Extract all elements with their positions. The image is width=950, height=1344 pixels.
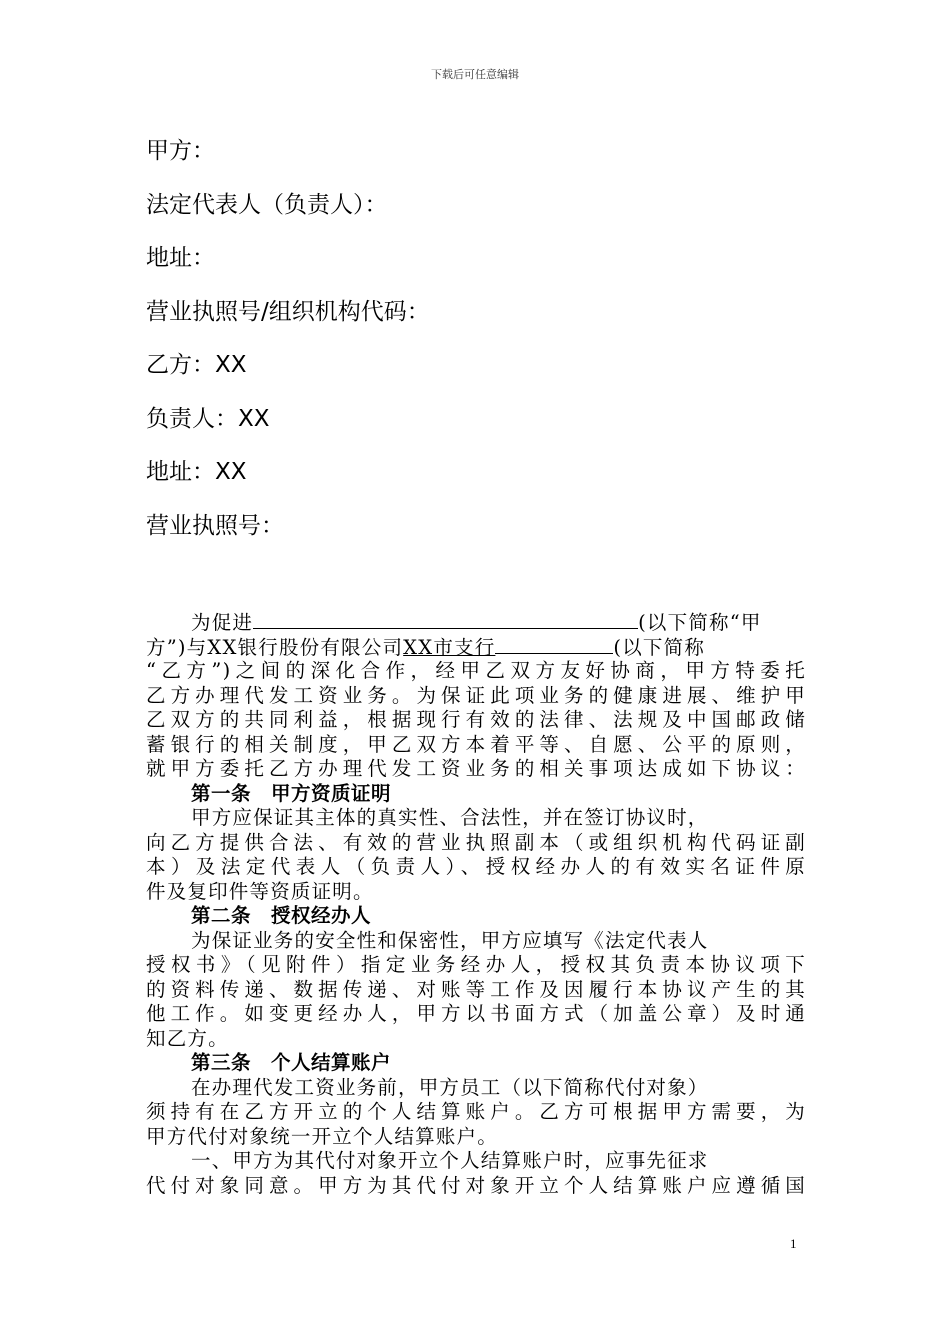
article-2-line: 他工作。如变更经办人，甲方以书面方式（加盖公章）及时通 bbox=[146, 1002, 806, 1025]
article-2-line: 知乙方。 bbox=[146, 1026, 229, 1050]
header-note: 下载后可任意编辑 bbox=[431, 68, 519, 81]
intro-line: 就甲方委托乙方办理代发工资业务的相关事项达成如下协议： bbox=[146, 757, 806, 780]
article-1-line: 本）及法定代表人（负责人）、授权经办人的有效实名证件原 bbox=[146, 855, 806, 878]
article-2-line: 为保证业务的安全性和保密性，甲方应填写《法定代表人 bbox=[191, 928, 709, 952]
party-b-address-field: 地址：XX bbox=[146, 459, 247, 485]
party-a-address-field: 地址： bbox=[146, 245, 215, 271]
article-3-line: 代付对象同意。甲方为其代付对象开立个人结算账户应遵循国 bbox=[146, 1173, 806, 1197]
intro-line: “乙方”)之间的深化合作，经甲乙双方友好协商，甲方特委托 bbox=[146, 659, 806, 682]
party-b-principal-field: 负责人：XX bbox=[146, 406, 270, 432]
article-1-line: 甲方应保证其主体的真实性、合法性，并在签订协议时， bbox=[191, 806, 709, 829]
intro-line: 乙方办理代发工资业务。为保证此项业务的健康进展、维护甲 bbox=[146, 683, 806, 707]
intro-line bbox=[146, 610, 806, 635]
intro-line: 乙双方的共同利益，根据现行有效的法律、法规及中国邮政储 bbox=[146, 708, 806, 731]
intro-text: (以下简称 bbox=[613, 635, 706, 659]
intro-text: (以下简称“甲 bbox=[638, 611, 762, 634]
agreement-body bbox=[146, 610, 806, 1198]
article-3-line: 甲方代付对象统一开立个人结算账户。 bbox=[146, 1124, 498, 1148]
intro-line bbox=[146, 635, 806, 660]
article-1-heading: 第一条 甲方资质证明 bbox=[191, 781, 392, 805]
article-3-line: 在办理代发工资业务前，甲方员工（以下简称代付对象） bbox=[191, 1075, 709, 1099]
party-b-license-field: 营业执照号： bbox=[146, 513, 284, 539]
article-3-line: 一、甲方为其代付对象开立个人结算账户时，应事先征求 bbox=[191, 1149, 709, 1172]
article-1-line: 向乙方提供合法、有效的营业执照副本（或组织机构代码证副 bbox=[146, 830, 806, 854]
article-2-line: 授权书》（见附件）指定业务经办人，授权其负责本协议项下 bbox=[146, 953, 806, 976]
business-license-org-code-field: 营业执照号/组织机构代码： bbox=[146, 299, 430, 325]
article-2-heading: 第二条 授权经办人 bbox=[191, 904, 372, 927]
article-3-line: 须持有在乙方开立的个人结算账户。乙方可根据甲方需要，为 bbox=[146, 1100, 806, 1123]
page-number: 1 bbox=[790, 1236, 797, 1251]
intro-paragraph bbox=[146, 610, 806, 782]
intro-text: 为促进 bbox=[191, 611, 254, 634]
party-a-field: 甲方： bbox=[146, 138, 215, 164]
party-a-name-blank bbox=[253, 610, 638, 629]
party-b-field: 乙方：XX bbox=[146, 352, 247, 378]
article-2-line: 的资料传递、数据传递、对账等工作及因履行本协议产生的其 bbox=[146, 977, 806, 1001]
intro-line: 蓄银行的相关制度，甲乙双方本着平等、自愿、公平的原则， bbox=[146, 732, 806, 756]
branch-name: XX市支行 bbox=[403, 635, 496, 659]
branch-blank bbox=[495, 635, 613, 654]
intro-text: 方”)与XX银行股份有限公司 bbox=[146, 635, 404, 659]
legal-representative-field: 法定代表人（负责人）： bbox=[146, 192, 388, 218]
article-1-line: 件及复印件等资质证明。 bbox=[146, 879, 374, 903]
article-3-heading: 第三条 个人结算账户 bbox=[191, 1051, 392, 1074]
